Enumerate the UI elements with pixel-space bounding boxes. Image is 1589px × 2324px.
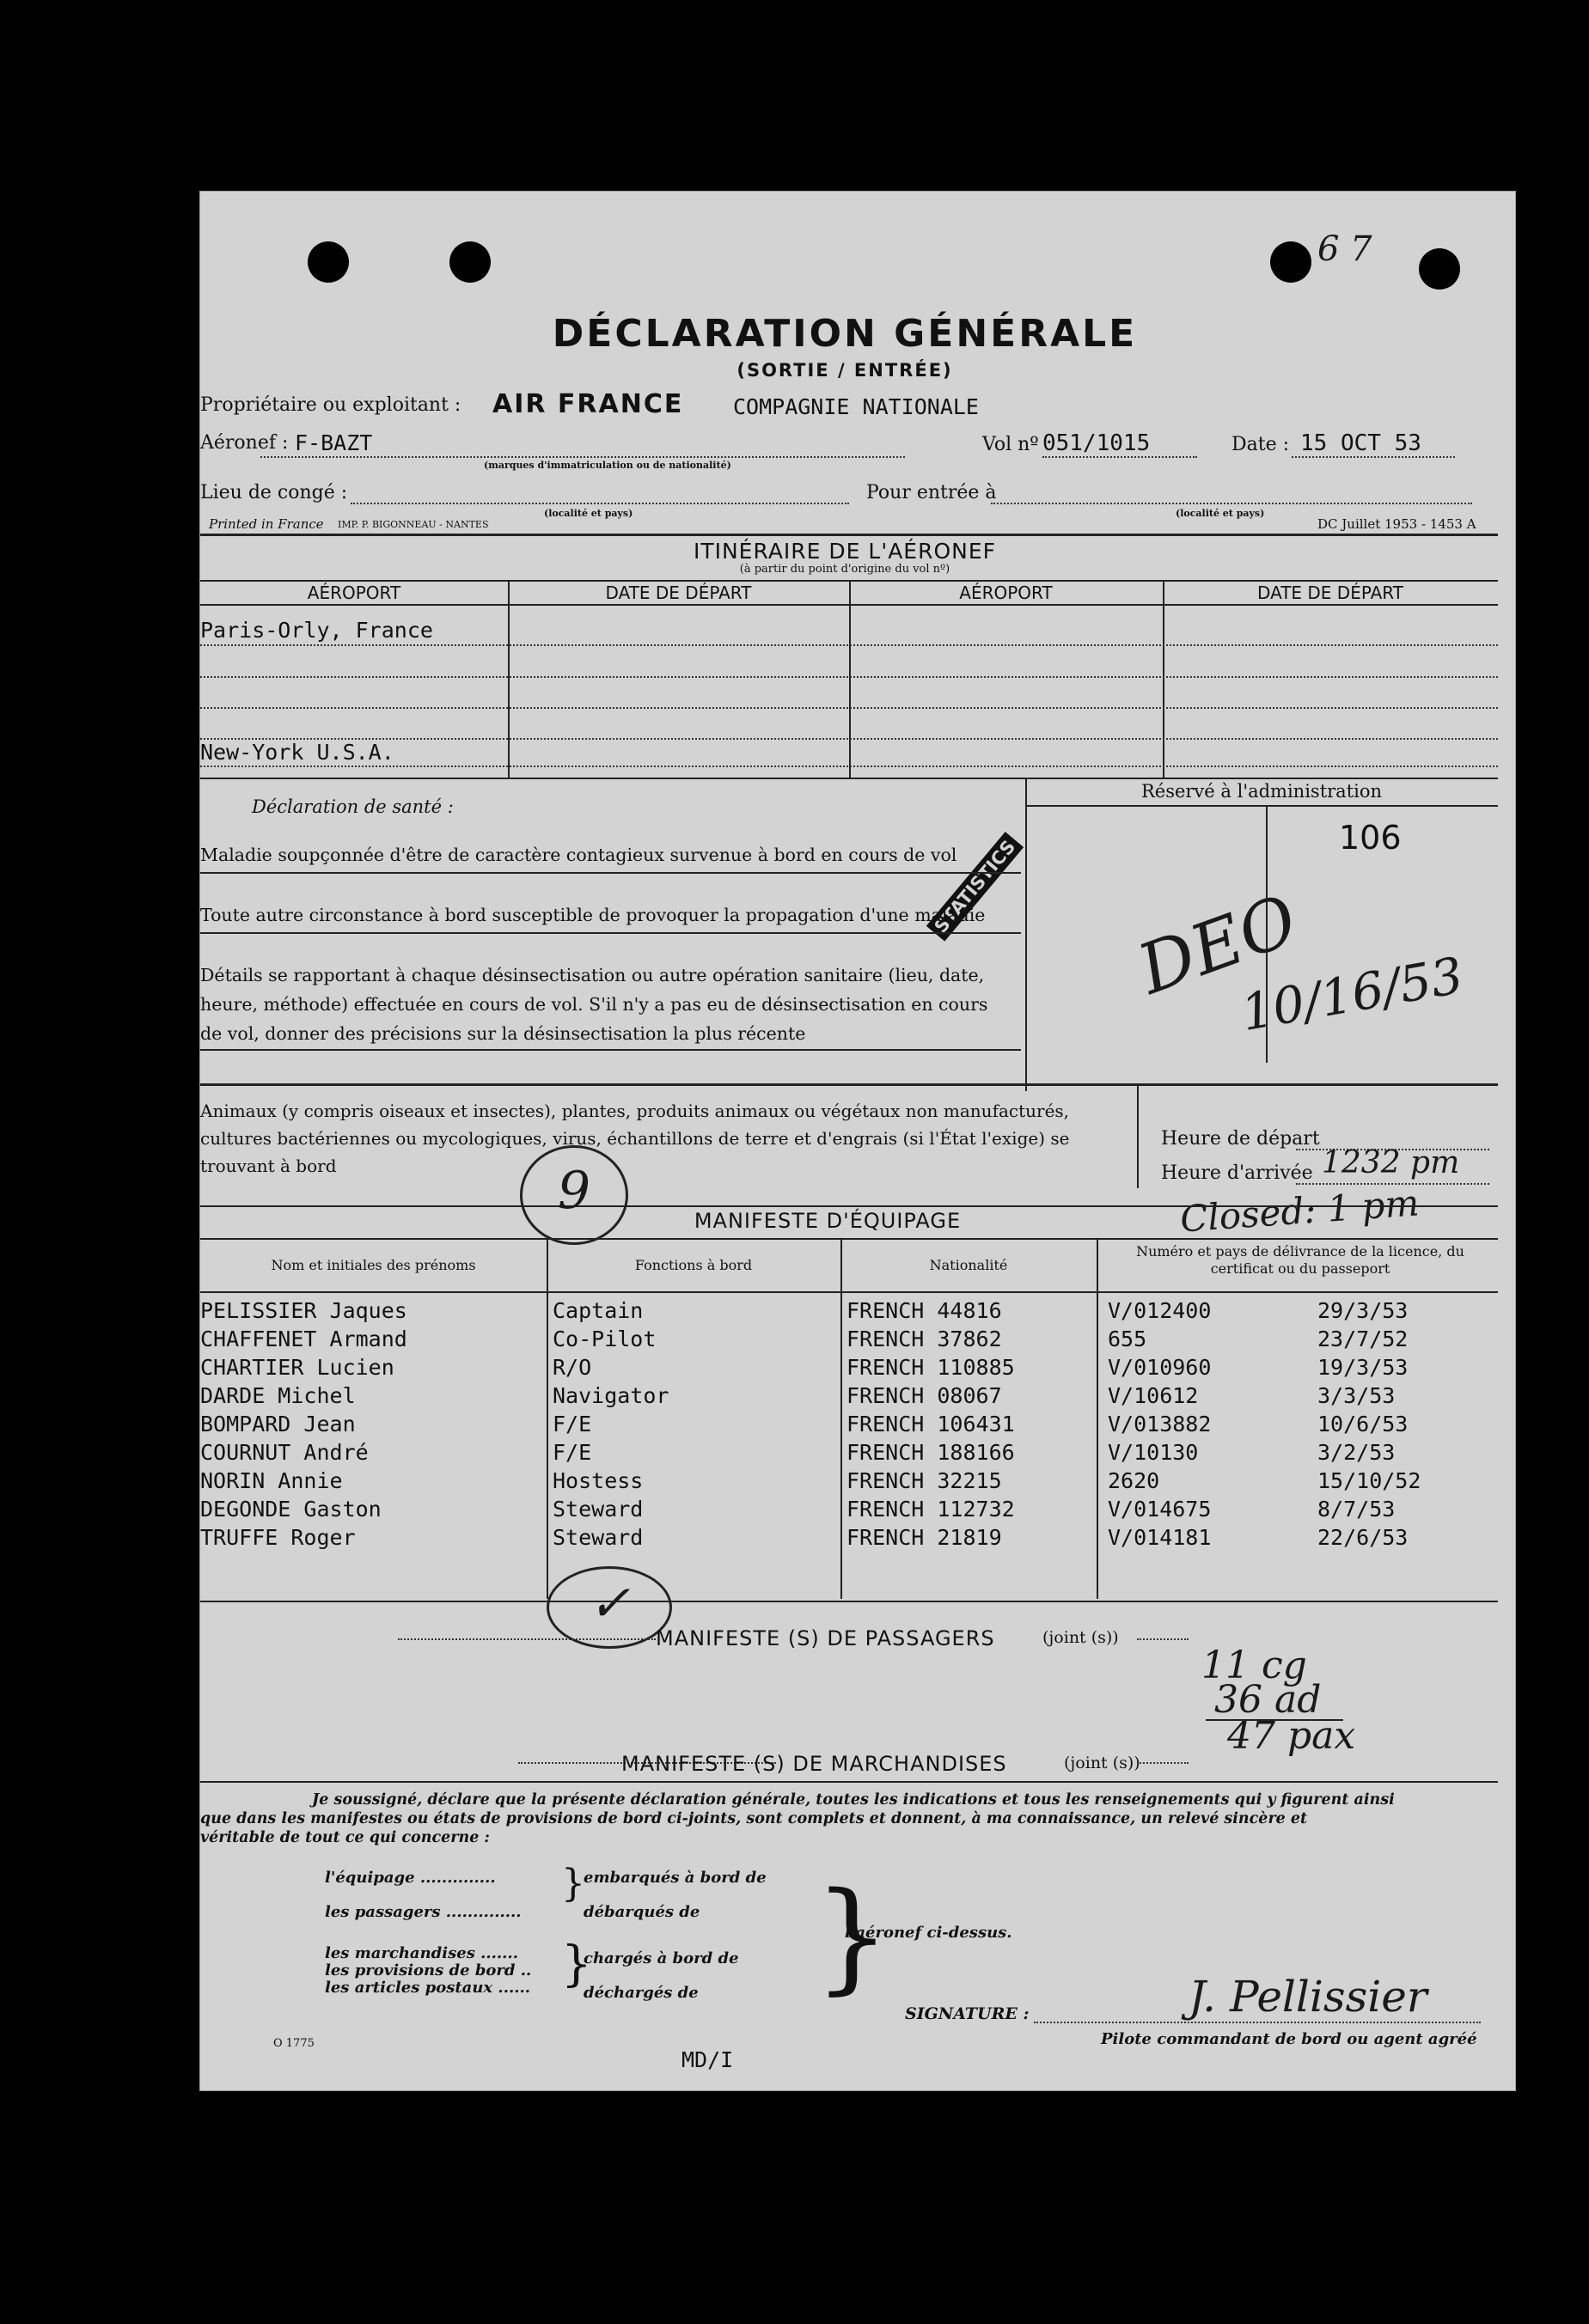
arrival-time-value: 1232 pm: [1322, 1145, 1460, 1180]
passengers-note-1: 11 cg: [1201, 1644, 1307, 1687]
signature-role: Pilote commandant de bord ou agent agréé: [1101, 2030, 1477, 2048]
crew-role: Steward: [553, 1497, 644, 1522]
crew-license-date: 8/7/53: [1317, 1497, 1396, 1522]
itinerary-subtitle: (à partir du point d'origine du vol nº): [739, 563, 950, 576]
health-item-3-line3: de vol, donner des précisions sur la désinsectisation la plus récente: [200, 1023, 806, 1044]
declaration-passengers: les passagers ..............: [325, 1903, 522, 1921]
crew-nationality: FRENCH 08067: [846, 1383, 1002, 1408]
itinerary-header-date-1: DATE DE DÉPART: [605, 583, 752, 603]
crew-role: Co-Pilot: [553, 1327, 657, 1351]
crew-license: V/10612: [1108, 1383, 1199, 1408]
declaration-goods: les marchandises .......: [325, 1944, 518, 1962]
crew-nationality: FRENCH 188166: [846, 1440, 1015, 1465]
crew-role: Steward: [553, 1525, 644, 1550]
date-label: Date :: [1231, 434, 1290, 455]
health-item-3-line1: Détails se rapportant à chaque désinsectisation ou autre opération sanitaire (lieu, date,: [200, 965, 985, 985]
itinerary-header-airport-2: AÉROPORT: [959, 583, 1053, 603]
declaration-line-2: que dans les manifestes ou états de provisions de bord ci-joints, sont complets et donnent, à ma connaissance, un relevé sincère et: [200, 1810, 1308, 1827]
declaration-unloaded: déchargés de: [584, 1984, 699, 2002]
crew-name: TRUFFE Roger: [200, 1525, 356, 1550]
admin-initials: DEO: [1128, 879, 1308, 1010]
crew-license-date: 29/3/53: [1317, 1298, 1409, 1323]
crew-header-name: Nom et initiales des prénoms: [271, 1257, 476, 1273]
owner-label: Propriétaire ou exploitant :: [200, 394, 461, 416]
crew-header-role: Fonctions à bord: [634, 1257, 753, 1273]
crew-role: Captain: [553, 1298, 644, 1323]
animals-line-1: Animaux (y compris oiseaux et insectes), plantes, produits animaux ou végétaux non manufacturés,: [200, 1101, 1070, 1121]
admin-number: 106: [1339, 819, 1402, 857]
crew-name: PELISSIER Jaques: [200, 1298, 407, 1323]
declaration-line-1: Je soussigné, déclare que la présente déclaration générale, toutes les indications et tous les renseignements qui y figurent ainsi: [312, 1791, 1395, 1809]
crew-license: V/010960: [1108, 1355, 1212, 1380]
date-value: 15 OCT 53: [1300, 430, 1421, 456]
crew-license: V/014181: [1108, 1525, 1212, 1550]
itinerary-title: ITINÉRAIRE DE L'AÉRONEF: [693, 539, 997, 564]
passengers-title: MANIFESTE (S) DE PASSAGERS: [656, 1626, 995, 1650]
itinerary-origin: Paris-Orly, France: [200, 618, 433, 643]
crew-license-date: 15/10/52: [1317, 1468, 1421, 1493]
crew-role: F/E: [553, 1440, 592, 1465]
crew-header-nationality: Nationalité: [929, 1257, 1008, 1273]
check-circle: ✓: [547, 1566, 672, 1649]
crew-license: V/012400: [1108, 1298, 1212, 1323]
declaration-loaded: chargés à bord de: [584, 1949, 739, 1967]
crew-nationality: FRENCH 21819: [846, 1525, 1002, 1550]
crew-license-date: 19/3/53: [1317, 1355, 1409, 1380]
punch-hole: [449, 241, 491, 283]
crew-name: CHAFFENET Armand: [200, 1327, 407, 1351]
admin-stamp: STATISTICS: [926, 832, 1024, 941]
passengers-note-2: 36 ad: [1214, 1678, 1322, 1722]
itinerary-header-date-2: DATE DE DÉPART: [1257, 583, 1403, 603]
declaration-mail: les articles postaux ......: [325, 1979, 531, 1997]
cargo-title: MANIFESTE (S) DE MARCHANDISES: [621, 1752, 1007, 1776]
entry-note: (localité et pays): [1176, 508, 1265, 519]
crew-name: DEGONDE Gaston: [200, 1497, 382, 1522]
clearance-note: (localité et pays): [544, 508, 633, 519]
crew-name: DARDE Michel: [200, 1383, 356, 1408]
health-item-2: Toute autre circonstance à bord susceptible de provoquer la propagation d'une maladie: [200, 905, 986, 925]
admin-title: Réservé à l'administration: [1140, 781, 1383, 802]
document-sheet: [199, 191, 1516, 2091]
crew-role: Navigator: [553, 1383, 669, 1408]
footer-center: MD/I: [681, 2047, 734, 2072]
punch-hole: [308, 241, 349, 283]
crew-license-date: 10/6/53: [1317, 1412, 1409, 1436]
punch-hole: [1270, 241, 1311, 283]
aircraft-note: (marques d'immatriculation ou de nationalité): [484, 460, 731, 471]
admin-date: 10/16/53: [1237, 945, 1468, 1043]
crew-name: CHARTIER Lucien: [200, 1355, 394, 1380]
departure-time-label: Heure de départ: [1161, 1128, 1320, 1150]
animals-line-3: trouvant à bord: [200, 1156, 337, 1176]
aircraft-label: Aéronef :: [200, 432, 289, 454]
printed-right: DC Juillet 1953 - 1453 A: [1317, 516, 1476, 532]
crew-license-date: 23/7/52: [1317, 1327, 1409, 1351]
owner-company: AIR FRANCE: [492, 389, 684, 419]
crew-nationality: FRENCH 106431: [846, 1412, 1015, 1436]
crew-role: F/E: [553, 1412, 592, 1436]
flight-label: Vol nº: [982, 434, 1039, 455]
crew-nationality: FRENCH 44816: [846, 1298, 1002, 1323]
bracket-2: }: [561, 1937, 592, 1992]
crew-name: COURNUT André: [200, 1440, 369, 1465]
crew-nationality: FRENCH 37862: [846, 1327, 1002, 1351]
health-item-1: Maladie soupçonnée d'être de caractère contagieux survenue à bord en cours de vol: [200, 845, 957, 865]
declaration-crew: l'équipage ..............: [325, 1869, 496, 1887]
crew-license: V/013882: [1108, 1412, 1212, 1436]
clearance-label: Lieu de congé :: [200, 482, 348, 503]
aircraft-registration: F-BAZT: [295, 430, 373, 455]
declaration-embarked: embarqués à bord de: [584, 1869, 767, 1887]
printed-left: Printed in France: [209, 516, 324, 532]
passengers-joint: (joint (s)): [1042, 1628, 1119, 1647]
crew-license-date: 22/6/53: [1317, 1525, 1409, 1550]
crew-license: 2620: [1108, 1468, 1160, 1493]
crew-nationality: FRENCH 110885: [846, 1355, 1015, 1380]
crew-role: Hostess: [553, 1468, 644, 1493]
declaration-disembarked: débarqués de: [584, 1903, 700, 1921]
crew-circled-number: 9: [520, 1145, 628, 1245]
crew-license: 655: [1108, 1327, 1147, 1351]
cargo-joint: (joint (s)): [1064, 1754, 1140, 1772]
bracket-3: }: [814, 1867, 891, 2007]
printed-printer: IMP. P. BIGONNEAU - NANTES: [338, 519, 489, 530]
page-subtitle: (SORTIE / ENTRÉE): [736, 360, 953, 381]
crew-name: NORIN Annie: [200, 1468, 343, 1493]
health-item-3-line2: heure, méthode) effectuée en cours de vol. S'il n'y a pas eu de désinsectisation en cours: [200, 994, 988, 1015]
passengers-note-3: 47 pax: [1227, 1714, 1356, 1758]
crew-role: R/O: [553, 1355, 592, 1380]
crew-header-license: Numéro et pays de délivrance de la licence, du certificat ou du passeport: [1136, 1243, 1464, 1277]
crew-license-date: 3/2/53: [1317, 1440, 1396, 1465]
entry-label: Pour entrée à: [866, 482, 997, 503]
footer-left: O 1775: [273, 2037, 315, 2050]
declaration-provisions: les provisions de bord ..: [325, 1961, 532, 1979]
page-title: DÉCLARATION GÉNÉRALE: [552, 312, 1138, 356]
animals-line-2: cultures bactériennes ou mycologiques, virus, échantillons de terre et d'engrais (si l'État l'exige) se: [200, 1128, 1070, 1149]
signature-value: J. Pellissier: [1189, 1972, 1427, 2022]
crew-license: V/014675: [1108, 1497, 1212, 1522]
declaration-aircraft: l'aéronef ci-dessus.: [845, 1924, 1012, 1942]
crew-license-date: 3/3/53: [1317, 1383, 1396, 1408]
health-title: Déclaration de santé :: [252, 796, 454, 817]
crew-nationality: FRENCH 32215: [846, 1468, 1002, 1493]
crew-nationality: FRENCH 112732: [846, 1497, 1015, 1522]
crew-license: V/10130: [1108, 1440, 1199, 1465]
crew-name: BOMPARD Jean: [200, 1412, 356, 1436]
page-number: 6 7: [1317, 229, 1372, 269]
arrival-time-label: Heure d'arrivée: [1161, 1162, 1313, 1184]
flight-number: 051/1015: [1042, 430, 1151, 456]
bracket-1: }: [561, 1862, 585, 1906]
owner-company-suffix: COMPAGNIE NATIONALE: [733, 394, 979, 419]
crew-title: MANIFESTE D'ÉQUIPAGE: [694, 1209, 962, 1233]
signature-label: SIGNATURE :: [905, 2004, 1030, 2023]
punch-hole: [1419, 248, 1460, 290]
itinerary-destination: New-York U.S.A.: [200, 740, 394, 765]
closed-note: Closed: 1 pm: [1178, 1181, 1421, 1241]
itinerary-header-airport-1: AÉROPORT: [307, 583, 401, 603]
declaration-line-3: véritable de tout ce qui concerne :: [200, 1829, 490, 1846]
